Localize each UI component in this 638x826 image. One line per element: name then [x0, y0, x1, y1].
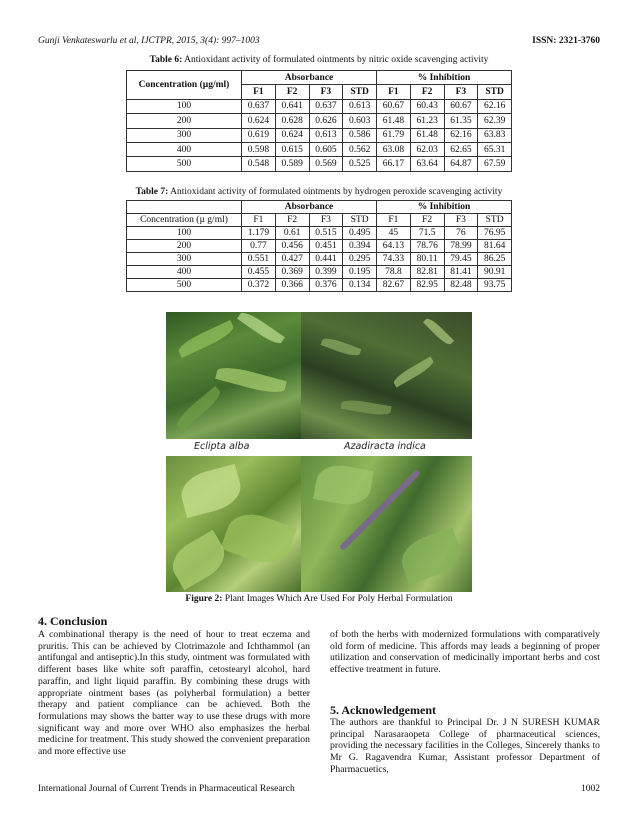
azadiracta-photo-top [301, 312, 472, 439]
concentration-cell: 100 [127, 227, 242, 240]
figure-caption-text: Plant Images Which Are Used For Poly Herbal Formulation [222, 594, 453, 604]
concentration-cell: 500 [127, 157, 242, 171]
value-cell: 0.603 [343, 114, 377, 128]
value-cell: 0.624 [275, 128, 309, 142]
value-cell: 78.76 [410, 240, 444, 253]
value-cell: 62.65 [444, 142, 478, 156]
value-cell: 71.5 [410, 227, 444, 240]
value-cell: 78.8 [377, 266, 411, 279]
value-cell: 0.455 [242, 266, 276, 279]
value-cell: 0.641 [275, 99, 309, 113]
value-cell: 63.08 [377, 142, 411, 156]
value-cell: 0.598 [242, 142, 276, 156]
value-cell: 0.619 [242, 128, 276, 142]
value-cell: 0.427 [275, 253, 309, 266]
value-cell: 0.295 [343, 253, 377, 266]
value-cell: 0.372 [242, 279, 276, 292]
value-cell: 78.99 [444, 240, 478, 253]
value-cell: 0.548 [242, 157, 276, 171]
value-cell: 63.83 [478, 128, 512, 142]
concentration-cell: 300 [127, 128, 242, 142]
value-cell: 0.77 [242, 240, 276, 253]
value-cell: 90.91 [478, 266, 512, 279]
value-cell: 64.13 [377, 240, 411, 253]
value-cell: 0.195 [343, 266, 377, 279]
value-cell: 0.615 [275, 142, 309, 156]
acknowledgement-text: The authors are thankful to Principal Dr. J N SURESH KUMAR principal Narasaraopeta College of pharmaceutical sciences, providing the necessary facilities in the Colleges, Sincerely thanks to Mr G. Ragavendra Kumar, Assistant professor Department of Pharmacuetics, [330, 717, 600, 775]
concentration-cell: 200 [127, 240, 242, 253]
value-cell: 80.11 [410, 253, 444, 266]
header-issn: ISSN: 2321-3760 [532, 36, 600, 46]
table7-caption [0, 187, 638, 197]
table6-caption-label: Table 6: [149, 55, 183, 65]
value-cell: 76.95 [478, 227, 512, 240]
table6-subheader: F2 [275, 85, 309, 99]
table7-subheader: F2 [275, 214, 309, 227]
table6-subheader: F1 [377, 85, 411, 99]
value-cell: 67.59 [478, 157, 512, 171]
value-cell: 63.64 [410, 157, 444, 171]
table7-subheader: F1 [377, 214, 411, 227]
value-cell: 61.48 [410, 128, 444, 142]
conclusion-right-text: of both the herbs with modernized formulations with comparatively old form of medicine. This affords may leads a beginning of proper utilization and conservation of medicinally important herbs and cost effective treatment in future. [330, 629, 600, 676]
value-cell: 0.394 [343, 240, 377, 253]
value-cell: 0.586 [343, 128, 377, 142]
value-cell: 86.25 [478, 253, 512, 266]
acknowledgement-heading: 5. Acknowledgement [330, 703, 436, 717]
value-cell: 0.569 [309, 157, 343, 171]
table-row [127, 266, 512, 279]
value-cell: 0.589 [275, 157, 309, 171]
table6 [126, 70, 512, 172]
value-cell: 0.451 [309, 240, 343, 253]
value-cell: 62.03 [410, 142, 444, 156]
table-row [127, 227, 512, 240]
value-cell: 82.95 [410, 279, 444, 292]
table6-subheader: F2 [410, 85, 444, 99]
value-cell: 0.626 [309, 114, 343, 128]
value-cell: 62.16 [444, 128, 478, 142]
value-cell: 0.495 [343, 227, 377, 240]
figure-caption-label: Figure 2: [185, 594, 223, 604]
table7-subheader: STD [343, 214, 377, 227]
value-cell: 0.624 [242, 114, 276, 128]
value-cell: 81.41 [444, 266, 478, 279]
table7-conc-header: Concentration (µ g/ml) [127, 214, 242, 227]
value-cell: 81.64 [478, 240, 512, 253]
value-cell: 61.48 [377, 114, 411, 128]
value-cell: 0.376 [309, 279, 343, 292]
table-row [127, 253, 512, 266]
value-cell: 0.369 [275, 266, 309, 279]
value-cell: 0.61 [275, 227, 309, 240]
table7-subheader: F1 [242, 214, 276, 227]
table7-subheader: F3 [309, 214, 343, 227]
value-cell: 0.441 [309, 253, 343, 266]
conclusion-left-text: A combinational therapy is the need of hour to treat eczema and pruritis. This can be achieved by Clotrimazole and Ichthammol (an antifungal and antiseptic).In this study, ointment was formulated with different bases like white soft paraffin, cetostearyl alcohol, hard paraffin, and light liquid paraffin. By combining these drugs with appropriate ointment bases (as polyherbal formulation) a better therapy and patient compliance can be achieved. Both the formulations may shows the batter way to use these drugs with more significant way and more over WHO also emphasizes the herbal medicine for treatment. This study showed the convenient preparation and more effective use [38, 629, 310, 758]
value-cell: 0.366 [275, 279, 309, 292]
table6-subheader: STD [478, 85, 512, 99]
value-cell: 65.31 [478, 142, 512, 156]
table6-subheader: F3 [309, 85, 343, 99]
value-cell: 64.87 [444, 157, 478, 171]
eclipta-photo-top [166, 312, 301, 439]
concentration-cell: 100 [127, 99, 242, 113]
table7-blank-header [127, 201, 242, 214]
value-cell: 0.562 [343, 142, 377, 156]
value-cell: 61.35 [444, 114, 478, 128]
concentration-cell: 400 [127, 266, 242, 279]
table7-subheader: F2 [410, 214, 444, 227]
value-cell: 0.399 [309, 266, 343, 279]
concentration-cell: 300 [127, 253, 242, 266]
value-cell: 60.43 [410, 99, 444, 113]
footer-page-number: 1002 [581, 784, 600, 794]
table6-absorbance-header: Absorbance [242, 71, 377, 85]
plant-figure [166, 312, 472, 592]
table7 [126, 200, 512, 292]
value-cell: 0.515 [309, 227, 343, 240]
value-cell: 74.33 [377, 253, 411, 266]
value-cell: 60.67 [444, 99, 478, 113]
value-cell: 61.79 [377, 128, 411, 142]
value-cell: 0.551 [242, 253, 276, 266]
value-cell: 0.637 [309, 99, 343, 113]
table7-caption-label: Table 7: [135, 187, 169, 197]
table6-caption [0, 55, 638, 65]
table6-subheader: F1 [242, 85, 276, 99]
table6-caption-text: Antioxidant activity of formulated ointments by nitric oxide scavenging activity [182, 55, 489, 65]
eclipta-photo-bottom [166, 456, 301, 592]
value-cell: 79.45 [444, 253, 478, 266]
table6-inhibition-header: % Inhibition [377, 71, 512, 85]
value-cell: 93.75 [478, 279, 512, 292]
header-citation: Gunji Venkateswarlu et al, IJCTPR, 2015, 3(4): 997–1003 [38, 36, 260, 46]
figure-label-eclipta: Eclipta alba [194, 441, 250, 452]
table-row [127, 114, 512, 128]
table6-conc-header: Concentration (µg/ml) [127, 71, 242, 100]
table7-inhibition-header: % Inhibition [377, 201, 512, 214]
value-cell: 62.16 [478, 99, 512, 113]
value-cell: 0.613 [309, 128, 343, 142]
value-cell: 82.48 [444, 279, 478, 292]
value-cell: 1.179 [242, 227, 276, 240]
table7-absorbance-header: Absorbance [242, 201, 377, 214]
table-row [127, 128, 512, 142]
table6-subheader: STD [343, 85, 377, 99]
value-cell: 0.525 [343, 157, 377, 171]
table-row [127, 279, 512, 292]
value-cell: 66.17 [377, 157, 411, 171]
value-cell: 0.637 [242, 99, 276, 113]
value-cell: 0.613 [343, 99, 377, 113]
table7-subheader: STD [478, 214, 512, 227]
figure-caption [0, 594, 638, 604]
table-row [127, 142, 512, 156]
footer-journal: International Journal of Current Trends in Pharmaceutical Research [38, 784, 295, 794]
concentration-cell: 500 [127, 279, 242, 292]
conclusion-heading: 4. Conclusion [38, 614, 108, 628]
value-cell: 0.605 [309, 142, 343, 156]
concentration-cell: 400 [127, 142, 242, 156]
table-row [127, 240, 512, 253]
table6-subheader: F3 [444, 85, 478, 99]
value-cell: 61.23 [410, 114, 444, 128]
value-cell: 62.39 [478, 114, 512, 128]
value-cell: 76 [444, 227, 478, 240]
value-cell: 82.67 [377, 279, 411, 292]
value-cell: 82.81 [410, 266, 444, 279]
value-cell: 0.456 [275, 240, 309, 253]
figure-label-azadiracta: Azadiracta indica [344, 441, 426, 452]
concentration-cell: 200 [127, 114, 242, 128]
value-cell: 60.67 [377, 99, 411, 113]
table7-caption-text: Antioxidant activity of formulated ointments by hydrogen peroxide scavenging activity [168, 187, 503, 197]
value-cell: 0.628 [275, 114, 309, 128]
table-row [127, 99, 512, 113]
table-row [127, 157, 512, 171]
azadiracta-photo-bottom [301, 456, 472, 592]
table7-subheader: F3 [444, 214, 478, 227]
value-cell: 45 [377, 227, 411, 240]
value-cell: 0.134 [343, 279, 377, 292]
